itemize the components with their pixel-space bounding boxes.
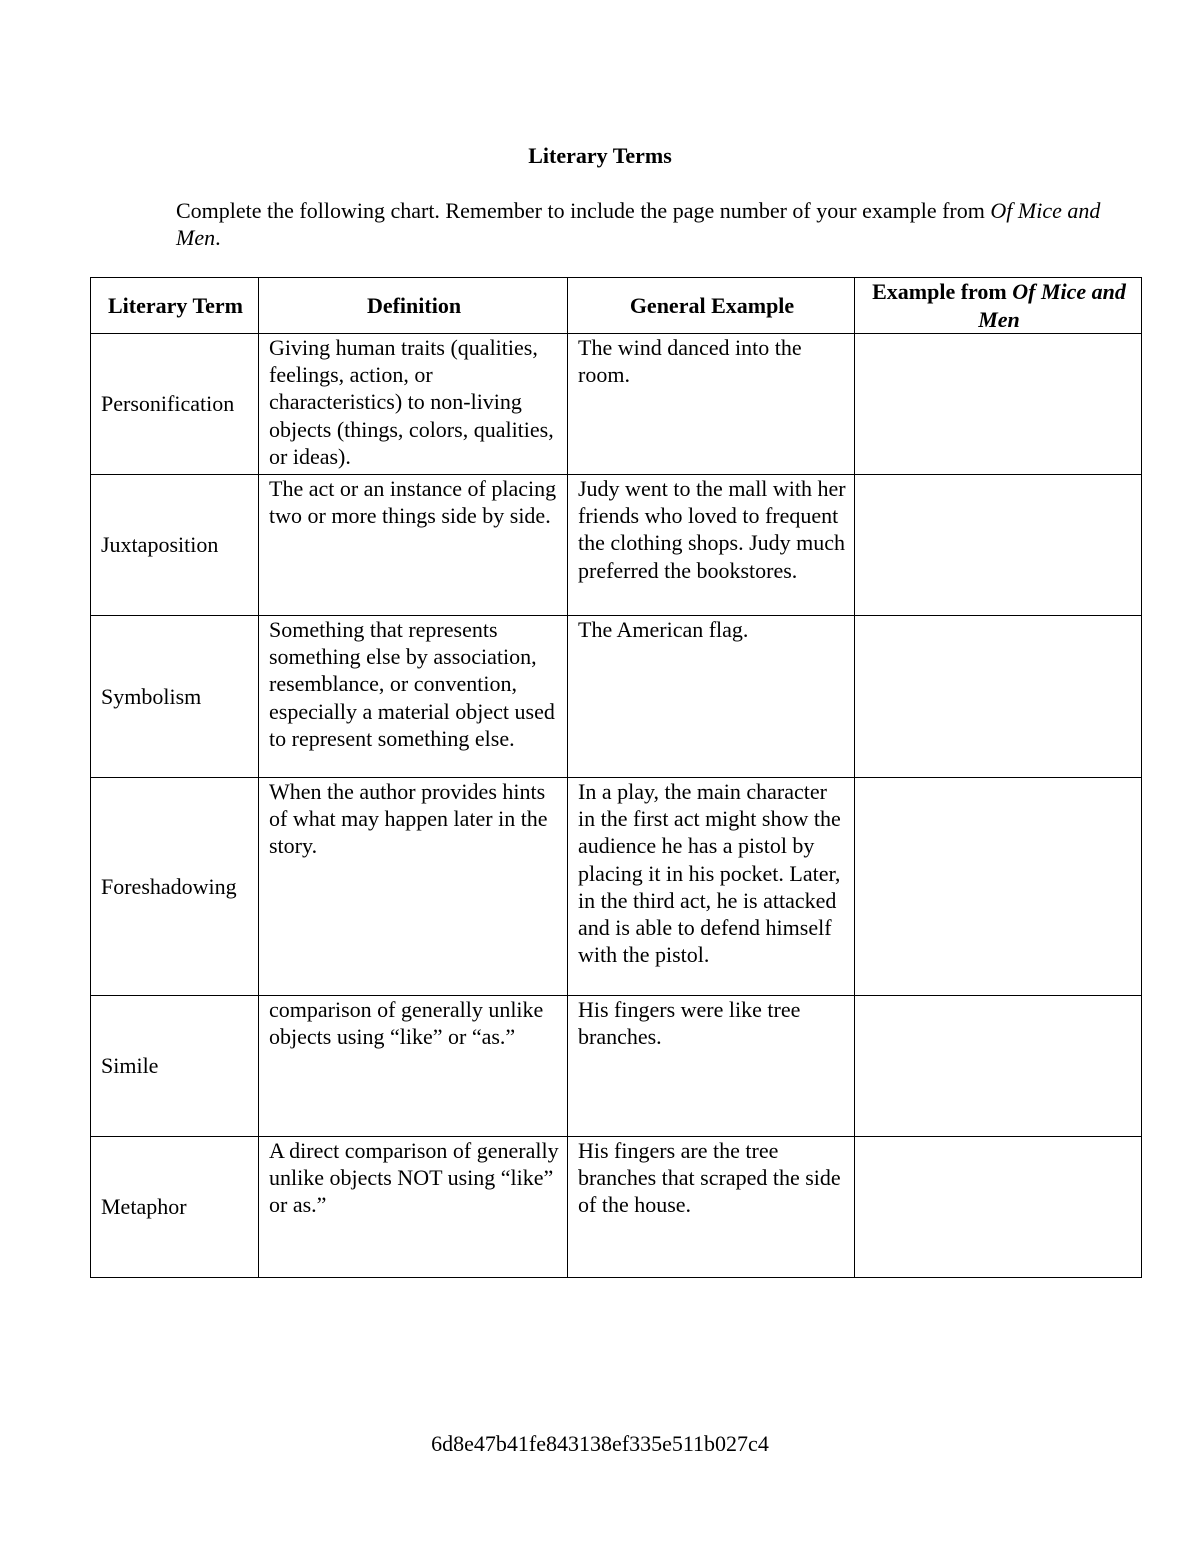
- table-row: [91, 616, 1142, 778]
- definition-cell: The act or an instance of placing two or more things side by side.: [259, 475, 568, 616]
- book-example-cell[interactable]: [855, 1137, 1142, 1278]
- book-example-cell[interactable]: [855, 778, 1142, 996]
- page-title: Literary Terms: [528, 143, 672, 168]
- instructions-text: Complete the following chart. Remember to include the page number of your example from: [176, 198, 991, 223]
- term-cell: Metaphor: [91, 1137, 259, 1278]
- general-example-cell: The American flag.: [568, 616, 855, 778]
- term-cell: Personification: [91, 334, 259, 475]
- term-cell: Symbolism: [91, 616, 259, 778]
- definition-cell: A direct comparison of generally unlike objects NOT using “like” or as.”: [259, 1137, 568, 1278]
- header-book-example-prefix: Example from: [872, 279, 1013, 305]
- term-cell: Juxtaposition: [91, 475, 259, 616]
- instructions: [176, 197, 1136, 251]
- definition-cell: Something that represents something else by association, resemblance, or convention, especially a material object used to represent something else.: [259, 616, 568, 778]
- instructions-book-title: Of Mice and Men: [176, 198, 1101, 250]
- table-row: [91, 996, 1142, 1137]
- general-example-cell: His fingers are the tree branches that scraped the side of the house.: [568, 1137, 855, 1278]
- table-header-row: [91, 278, 1142, 334]
- header-book-example: [855, 278, 1142, 334]
- header-general-example: General Example: [568, 278, 855, 334]
- table-row: [91, 778, 1142, 996]
- general-example-cell: Judy went to the mall with her friends who loved to frequent the clothing shops. Judy much preferred the bookstores.: [568, 475, 855, 616]
- definition-cell: Giving human traits (qualities, feelings, action, or characteristics) to non-living objects (things, colors, qualities, or ideas).: [259, 334, 568, 475]
- table-row: [91, 475, 1142, 616]
- definition-cell: When the author provides hints of what may happen later in the story.: [259, 778, 568, 996]
- general-example-cell: The wind danced into the room.: [568, 334, 855, 475]
- definition-cell: comparison of generally unlike objects using “like” or “as.”: [259, 996, 568, 1137]
- term-cell: Simile: [91, 996, 259, 1137]
- table-row: [91, 334, 1142, 475]
- book-example-cell[interactable]: [855, 334, 1142, 475]
- instructions-end: .: [215, 225, 221, 250]
- general-example-cell: In a play, the main character in the first act might show the audience he has a pistol by placing it in his pocket. Later, in the third act, he is attacked and is able to defend himself with the pistol.: [568, 778, 855, 996]
- document-id-code: 6d8e47b41fe843138ef335e511b027c4: [431, 1431, 769, 1456]
- general-example-cell: His fingers were like tree branches.: [568, 996, 855, 1137]
- table-row: [91, 1137, 1142, 1278]
- book-example-cell[interactable]: [855, 475, 1142, 616]
- book-example-cell[interactable]: [855, 616, 1142, 778]
- literary-terms-table: [90, 277, 1142, 1278]
- header-literary-term: Literary Term: [91, 278, 259, 334]
- term-cell: Foreshadowing: [91, 778, 259, 996]
- header-book-example-title: Of Mice and Men: [978, 279, 1126, 332]
- book-example-cell[interactable]: [855, 996, 1142, 1137]
- header-definition: Definition: [259, 278, 568, 334]
